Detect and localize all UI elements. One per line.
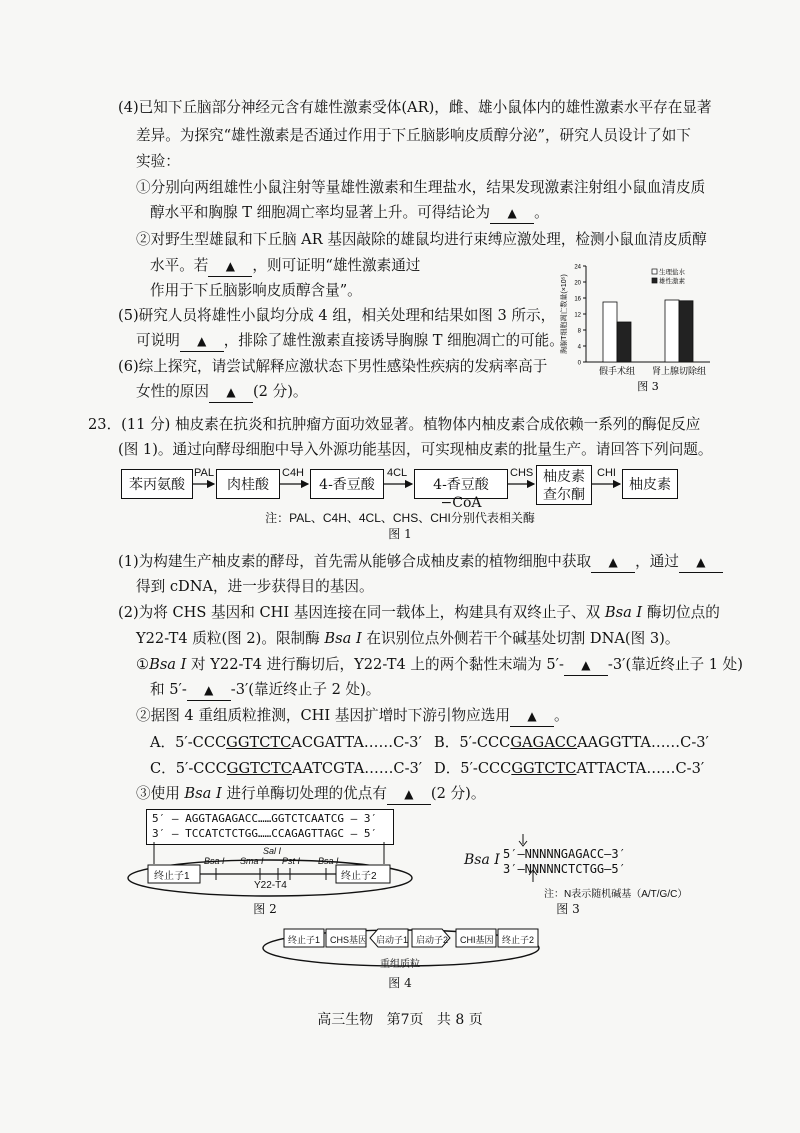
q23-c2: ②据图 4 重组质粒推测，CHI 基因扩增时下游引物应选用 ▲ 。 xyxy=(136,706,569,727)
fig3b-top-strand: 5′–NNNNNGAGACC–3′ xyxy=(503,847,626,861)
q22-p5-line1: (5)研究人员将雄性小鼠均分成 4 组，相关处理和结果如图 3 所示， xyxy=(118,307,556,324)
option-b[interactable]: B．5′-CCCGAGACCAAGGTTA……C-3′ xyxy=(434,734,709,751)
answer-blank[interactable]: ▲ xyxy=(564,655,608,676)
q22-s1-line2: 醇水平和胸腺 T 细胞凋亡率均显著上升。可得结论为 ▲ 。 xyxy=(150,203,549,224)
q22-p6-line2: 女性的原因 ▲ (2 分)。 xyxy=(136,382,307,403)
fig2-seq-bottom: 3′ – TCCATCTCTGG……CCAGAGTTAGC – 5′ xyxy=(152,827,378,840)
q23-p2-line2: Y22-T4 质粒(图 2)。限制酶 Bsa I 在识别位点外侧若干个碱基处切割 DNA(图 3)。 xyxy=(136,630,680,647)
q22-s2-line1: ②对野生型雄鼠和下丘脑 AR 基因敲除的雄鼠均进行束缚应激处理，检测小鼠血清皮质醇 xyxy=(136,231,707,248)
fig1-box-chalcone: 柚皮素 查尔酮 xyxy=(536,465,592,505)
fig1-enzyme-chi: CHI xyxy=(597,467,616,479)
fig3-legend-label: 生理盐水 xyxy=(659,268,685,276)
answer-blank[interactable]: ▲ xyxy=(490,203,534,224)
fig4-caption: 图 4 xyxy=(388,976,412,990)
fig3-y-tick-label: 20 xyxy=(574,280,581,287)
fig3-y-tick-label: 0 xyxy=(577,360,581,367)
fig4-plasmid-name: 重组质粒 xyxy=(380,959,420,970)
fig3-category-label: 假手术组 xyxy=(598,367,636,377)
q23-intro-line1: 23．(11 分) 柚皮素在抗炎和抗肿瘤方面功效显著。植物体内柚皮素合成依赖一系列的酶促反应 xyxy=(88,416,701,433)
fig1-enzyme-chs: CHS xyxy=(510,467,534,479)
fig2-site-bsa1: Bsa I xyxy=(204,856,225,866)
fig3-category-label: 肾上腺切除组 xyxy=(651,367,707,377)
answer-blank[interactable]: ▲ xyxy=(209,382,253,403)
page-footer: 高三生物 第7页 共 8 页 xyxy=(317,1012,483,1028)
q22-s2-line3: 作用于下丘脑影响皮质醇含量”。 xyxy=(150,282,362,299)
fig2-plasmid-name: Y22-T4 xyxy=(254,880,287,891)
fig1-enzyme-pal: PAL xyxy=(194,467,214,479)
q22-s1-line1: ①分别向两组雄性小鼠注射等量雄性激素和生理盐水，结果发现激素注射组小鼠血清皮质 xyxy=(136,179,706,196)
fig3-y-label: 胸腺T细胞凋亡数量(×10⁵) xyxy=(561,274,568,354)
fig3-caption: 图 3 xyxy=(637,380,659,393)
option-d[interactable]: D．5′-CCCGGTCTCATTACTA……C-3′ xyxy=(434,760,705,777)
fig2-site-pst1: Pst I xyxy=(282,856,301,866)
fig2-site-sma1: Sma I xyxy=(240,856,264,866)
fig3-y-tick-label: 8 xyxy=(577,328,581,335)
q23-p2-line1: (2)为将 CHS 基因和 CHI 基因连接在同一载体上，构建具有双终止子、双 Bsa I 酶切位点的 xyxy=(118,604,720,621)
q22-p4-line2: 差异。为探究“雄性激素是否通过作用于下丘脑影响皮质醇分泌”，研究人员设计了如下 xyxy=(136,127,691,144)
fig2-site-sal1: Sal I xyxy=(263,846,282,856)
fig3b-enzyme-label: Bsa I xyxy=(464,852,500,868)
fig1-box-naringenin: 柚皮素 xyxy=(622,469,678,499)
fig1-enzyme-4cl: 4CL xyxy=(387,467,408,479)
fig4-promoter1: 启动子1 xyxy=(376,935,409,945)
fig4-chi-gene: CHI基因 xyxy=(460,935,494,945)
q23-intro-line2: (图 1)。通过向酵母细胞中导入外源功能基因，可实现柚皮素的批量生产。请回答下列问题。 xyxy=(118,441,713,458)
fig1-arrows xyxy=(0,0,800,520)
fig2-terminator1-label: 终止子1 xyxy=(154,871,190,882)
q23-p1-line1: (1)为构建生产柚皮素的酵母，首先需从能够合成柚皮素的植物细胞中获取 ▲ ，通过 ▲ xyxy=(118,552,723,573)
answer-blank[interactable]: ▲ xyxy=(510,706,554,727)
fig2-terminator2-label: 终止子2 xyxy=(341,871,377,882)
fig3b-bottom-strand: 3′–NNNNNCTCTGG–5′ xyxy=(503,862,626,876)
fig1-enzyme-c4h: C4H xyxy=(282,467,305,479)
answer-blank[interactable]: ▲ xyxy=(208,256,252,277)
fig1-box-cinnamic-acid: 肉桂酸 xyxy=(216,469,280,499)
fig3-y-tick-label: 16 xyxy=(574,296,581,303)
fig3-legend-label: 雄性激素 xyxy=(659,277,685,285)
fig2-seq-top: 5′ – AGGTAGAGACC……GGTCTCAATCG – 3′ xyxy=(152,812,378,825)
fig2-site-bsa2: Bsa I xyxy=(318,856,339,866)
fig4-terminator1: 终止子1 xyxy=(288,935,321,945)
fig3b-note: 注：N表示随机碱基（A/T/G/C） xyxy=(544,889,688,900)
fig3-y-tick-label: 24 xyxy=(574,264,581,271)
q23-c1-line1: ①Bsa I 对 Y22-T4 进行酶切后，Y22-T4 上的两个黏性末端为 5′- ▲ -3′(靠近终止子 1 处) xyxy=(136,655,743,676)
option-a[interactable]: A．5′-CCCGGTCTCACGATTA……C-3′ xyxy=(150,734,422,751)
fig1-caption: 图 1 xyxy=(388,527,412,541)
fig3b-caption: 图 3 xyxy=(556,902,580,916)
fig3-y-tick-label: 12 xyxy=(574,312,581,319)
answer-blank[interactable]: ▲ xyxy=(187,680,231,701)
q23-c1-line2: 和 5′- ▲ -3′(靠近终止子 2 处)。 xyxy=(150,680,380,701)
q23-p1-line2: 得到 cDNA，进一步获得目的基因。 xyxy=(136,578,374,595)
q22-p4-line3: 实验： xyxy=(136,153,180,170)
fig4-promoter2: 启动子2 xyxy=(416,935,449,945)
option-c[interactable]: C．5′-CCCGGTCTCAATCGTA……C-3′ xyxy=(150,760,423,777)
fig4-chs-gene: CHS基因 xyxy=(330,935,368,945)
q22-s2-line2: 水平。若 ▲ ，则可证明“雄性激素通过 xyxy=(150,256,420,277)
fig2-caption: 图 2 xyxy=(253,902,277,916)
fig3-y-tick-label: 4 xyxy=(577,344,581,351)
fig1-box-coumaric-acid: 4-香豆酸 xyxy=(310,469,384,499)
q22-p5-line2: 可说明 ▲ ，排除了雄性激素直接诱导胸腺 T 细胞凋亡的可能。 xyxy=(136,331,564,352)
answer-blank[interactable]: ▲ xyxy=(679,552,723,573)
answer-blank[interactable]: ▲ xyxy=(591,552,635,573)
q23-c3: ③使用 Bsa I 进行单酶切处理的优点有 ▲ (2 分)。 xyxy=(136,784,485,805)
answer-blank[interactable]: ▲ xyxy=(180,331,224,352)
fig1-box-coumaroyl-coa: 4-香豆酸−CoA xyxy=(414,469,508,499)
fig4-terminator2: 终止子2 xyxy=(502,935,535,945)
fig1-box-phenylalanine: 苯丙氨酸 xyxy=(121,469,193,499)
q22-p4-line1: (4)已知下丘脑部分神经元含有雄性激素受体(AR)，雌、雄小鼠体内的雄性激素水平存在显著 xyxy=(118,99,712,116)
fig1-note: 注：PAL、C4H、4CL、CHS、CHI分别代表相关酶 xyxy=(265,511,535,525)
q22-p6-line1: (6)综上探究，请尝试解释应激状态下男性感染性疾病的发病率高于 xyxy=(118,358,548,375)
answer-blank[interactable]: ▲ xyxy=(387,784,431,805)
